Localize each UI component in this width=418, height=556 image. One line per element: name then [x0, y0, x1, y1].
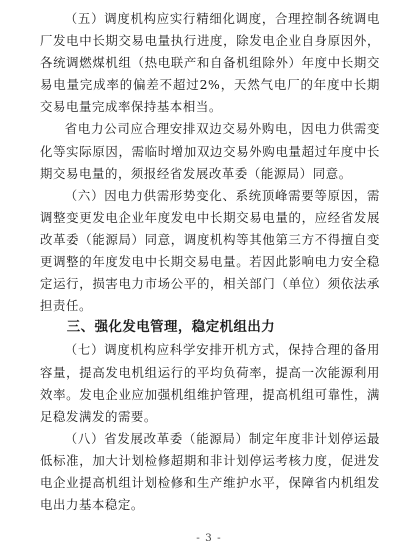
paragraph-5: （五）调度机构应实行精细化调度，合理控制各统调电厂发电中长期交易电量执行进度，除发电企业自身原因外，各统调燃煤机组（热电联产和自备机组除外）年度中长期交易电量完成率的偏差不超过2%，天然气电厂的年度中长期交易电量完成率保持基本相当。 — [40, 11, 380, 115]
paragraph-8: （八）省发展改革委（能源局）制定年度非计划停运最低标准，加大计划检修超期和非计划停运考核力度，促进发电企业提高机组计划检修和生产维护水平，保障省内机组发电出力基本稳定。 — [40, 430, 380, 513]
document-body — [40, 8, 380, 516]
paragraph-7: （七）调度机构应科学安排开机方式，保持合理的备用容量，提高发电机组运行的平均负荷率，提高一次能源利用效率。发电企业应加强机组维护管理，提高机组可靠性，满足稳发满发的需要。 — [40, 342, 380, 424]
paragraph-power-company: 省电力公司应合理安排双边交易外购电，因电力供需变化等实际原因，需临时增加双边交易外购电量超过年度中长期交易电量的，须报经省发展改革委（能源局）同意。 — [40, 121, 380, 181]
paragraph-6: （六）因电力供需形势变化、系统顶峰需要等原因，需调整变更发电企业年度发电中长期交易电量的，应经省发展改革委（能源局）同意，调度机构等其他第三方不得擅自变更调整的年度发电中长期交易电量。若因此影响电力安全稳定运行，损害电力市场公平的，相关部门（单位）须依法承担责任。 — [40, 187, 380, 314]
page-number: - 3 - — [196, 532, 222, 544]
section-heading-3: 三、强化发电管理，稳定机组出力 — [66, 320, 276, 336]
